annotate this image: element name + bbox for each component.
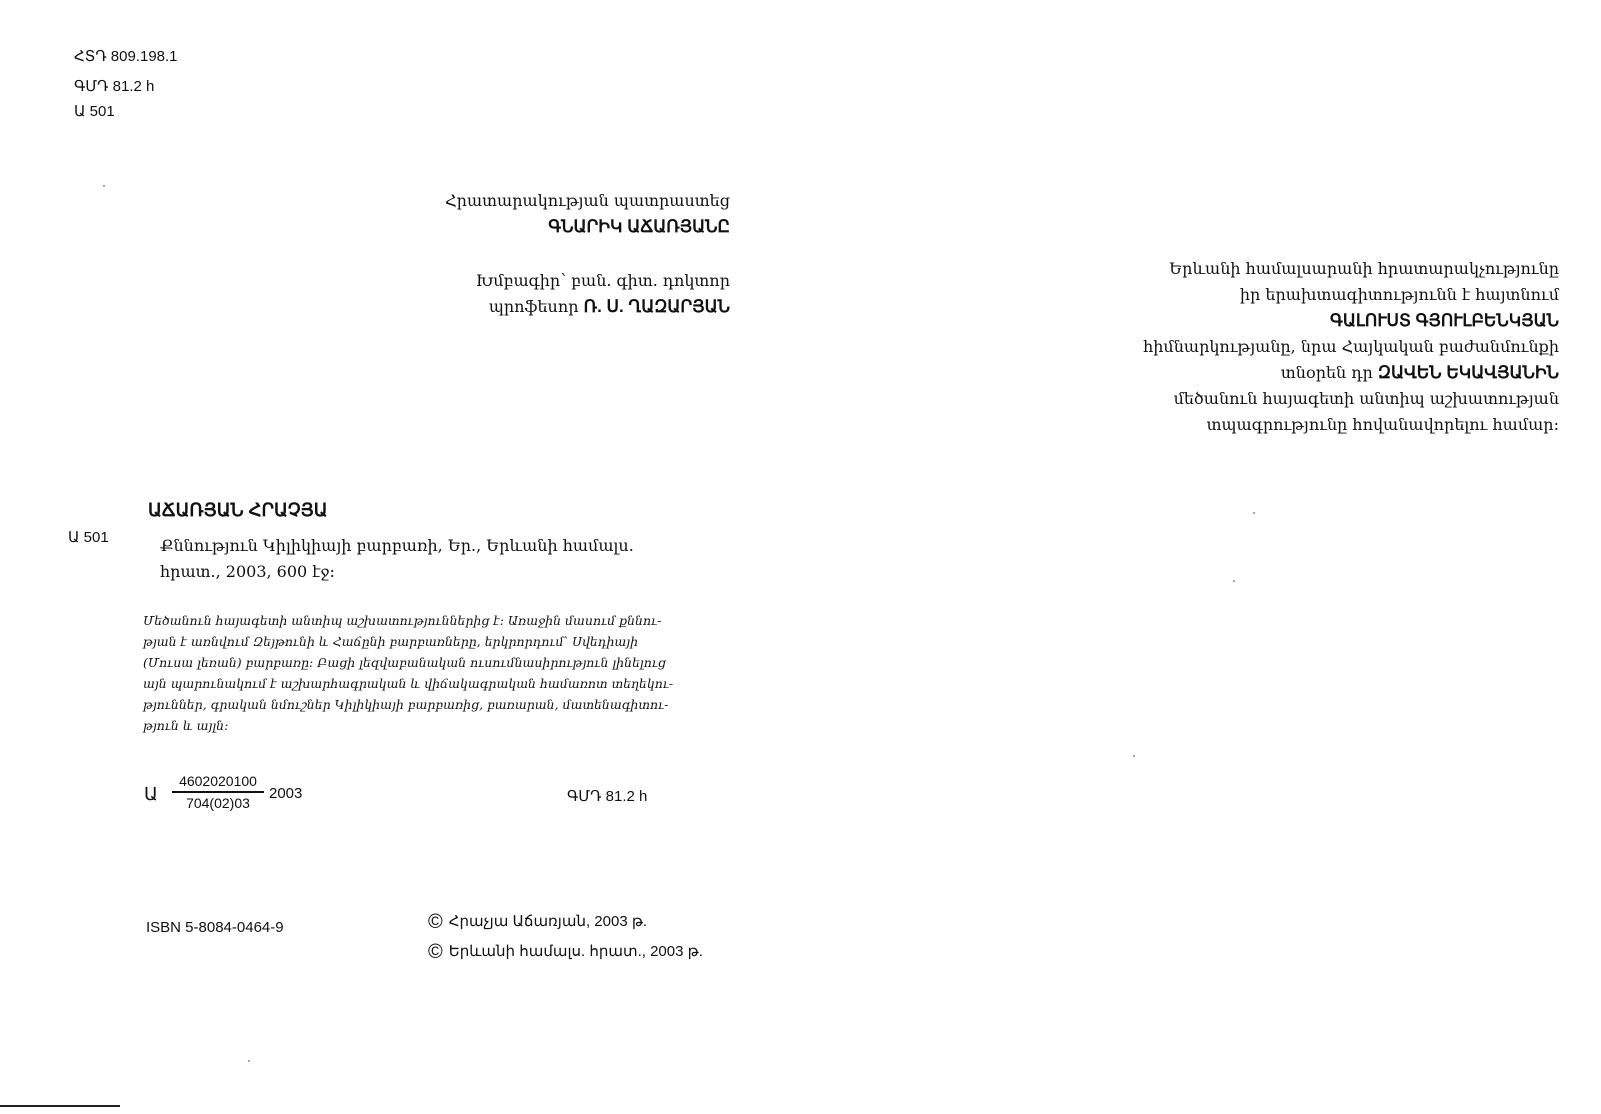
dedication-line: իր երախտագիտությունն է հայտնում bbox=[1239, 285, 1559, 304]
abstract-line: թյուն և այլն: bbox=[143, 718, 229, 733]
bbk-code-bottom: ԳՄԴ 81.2 h bbox=[567, 788, 648, 805]
bbk-code: ԳՄԴ 81.2 h bbox=[74, 78, 155, 95]
copyright-publisher bbox=[428, 941, 703, 964]
scan-speck bbox=[103, 185, 105, 187]
dedication-line: տպագրությունը հովանավորելու համար: bbox=[1206, 415, 1559, 434]
editor-block bbox=[380, 268, 730, 320]
fraction-bar bbox=[172, 791, 264, 793]
formula-year: 2003 bbox=[269, 785, 303, 802]
director-title: տնօրեն դր bbox=[1280, 363, 1373, 382]
prepared-by-block bbox=[380, 188, 730, 240]
isbn: ISBN 5-8084-0464-9 bbox=[146, 919, 284, 936]
copyright-icon: © bbox=[428, 941, 443, 963]
copyright-publisher-text: Երևանի համալս. հրատ., 2003 թ. bbox=[448, 943, 703, 960]
dedication-director-line bbox=[1039, 360, 1559, 386]
page-edge-rule bbox=[0, 1105, 120, 1107]
director-name: ԶԱՎԵՆ ԵԿԱՎՅԱՆԻՆ bbox=[1377, 363, 1559, 382]
prepared-by-label: Հրատարակության պատրաստեց bbox=[445, 191, 730, 210]
card-title-line: հրատ., 2003, 600 էջ: bbox=[160, 562, 335, 581]
scan-speck bbox=[1253, 512, 1255, 514]
dedication-line: հիմնարկությանը, նրա Հայկական բաժանմունքի bbox=[1143, 337, 1559, 356]
editor-line: Խմբագիր՝ բան. գիտ. դոկտոր bbox=[475, 271, 730, 290]
abstract-line: (Մուսա լեռան) բարբառը: Բացի լեզվաբանական ուսումնասիրություն լինելուց bbox=[143, 655, 666, 670]
editor-title: պրոֆեսոր bbox=[488, 297, 579, 316]
abstract-line: թյուններ, գրական նմուշներ Կիլիկիայի բարբառից, բառարան, մատենագիտու- bbox=[143, 697, 669, 712]
foundation-name: ԳԱԼՈՒՍՏ ԳՅՈՒԼԲԵՆԿՅԱՆ bbox=[1330, 311, 1559, 330]
dedication-line: մեծանուն հայագետի անտիպ աշխատության bbox=[1173, 389, 1559, 408]
scan-speck bbox=[1133, 755, 1135, 757]
formula-denominator: 704(02)03 bbox=[186, 794, 250, 811]
dedication-line: Երևանի համալսարանի հրատարակչությունը bbox=[1169, 259, 1559, 278]
abstract-line: Մեծանուն հայագետի անտիպ աշխատություններից է: Առաջին մասում քննու- bbox=[143, 613, 662, 628]
card-author: ԱՃԱՌՅԱՆ ՀՐԱՉՅԱ bbox=[148, 500, 328, 520]
preparer-name: ԳՆԱՐԻԿ ԱՃԱՌՅԱՆԸ bbox=[548, 217, 730, 236]
card-index: Ա 501 bbox=[68, 529, 109, 546]
copyright-icon: © bbox=[428, 911, 443, 933]
editor-name-line bbox=[380, 294, 730, 320]
formula-fraction bbox=[172, 772, 264, 812]
udc-code: ՀՏԴ 809.198.1 bbox=[74, 48, 178, 65]
abstract bbox=[143, 610, 728, 736]
abstract-line: այն պարունակում է աշխարհագրական և վիճակագրական համառոտ տեղեկու- bbox=[143, 676, 674, 691]
editor-name: Ռ. Ս. ՂԱԶԱՐՅԱՆ bbox=[583, 297, 730, 316]
abstract-line: թյան է առնվում Զեյթունի և Հաճընի բարբառները, երկրորդում՝ Սվեդիայի bbox=[143, 634, 639, 649]
scan-speck bbox=[248, 1060, 250, 1062]
card-title-line: Քննություն Կիլիկիայի բարբառի, Եր., Երևանի համալս. bbox=[160, 536, 634, 555]
scan-speck bbox=[1233, 580, 1235, 582]
formula-numerator: 4602020100 bbox=[179, 773, 257, 789]
copyright-author bbox=[428, 911, 647, 934]
card-description bbox=[160, 533, 760, 585]
copyright-author-text: Հրաչյա Աճառյան, 2003 թ. bbox=[448, 913, 648, 930]
formula-letter: Ա bbox=[144, 784, 158, 804]
dedication-block bbox=[1039, 256, 1559, 438]
index-code: Ա 501 bbox=[74, 103, 115, 120]
